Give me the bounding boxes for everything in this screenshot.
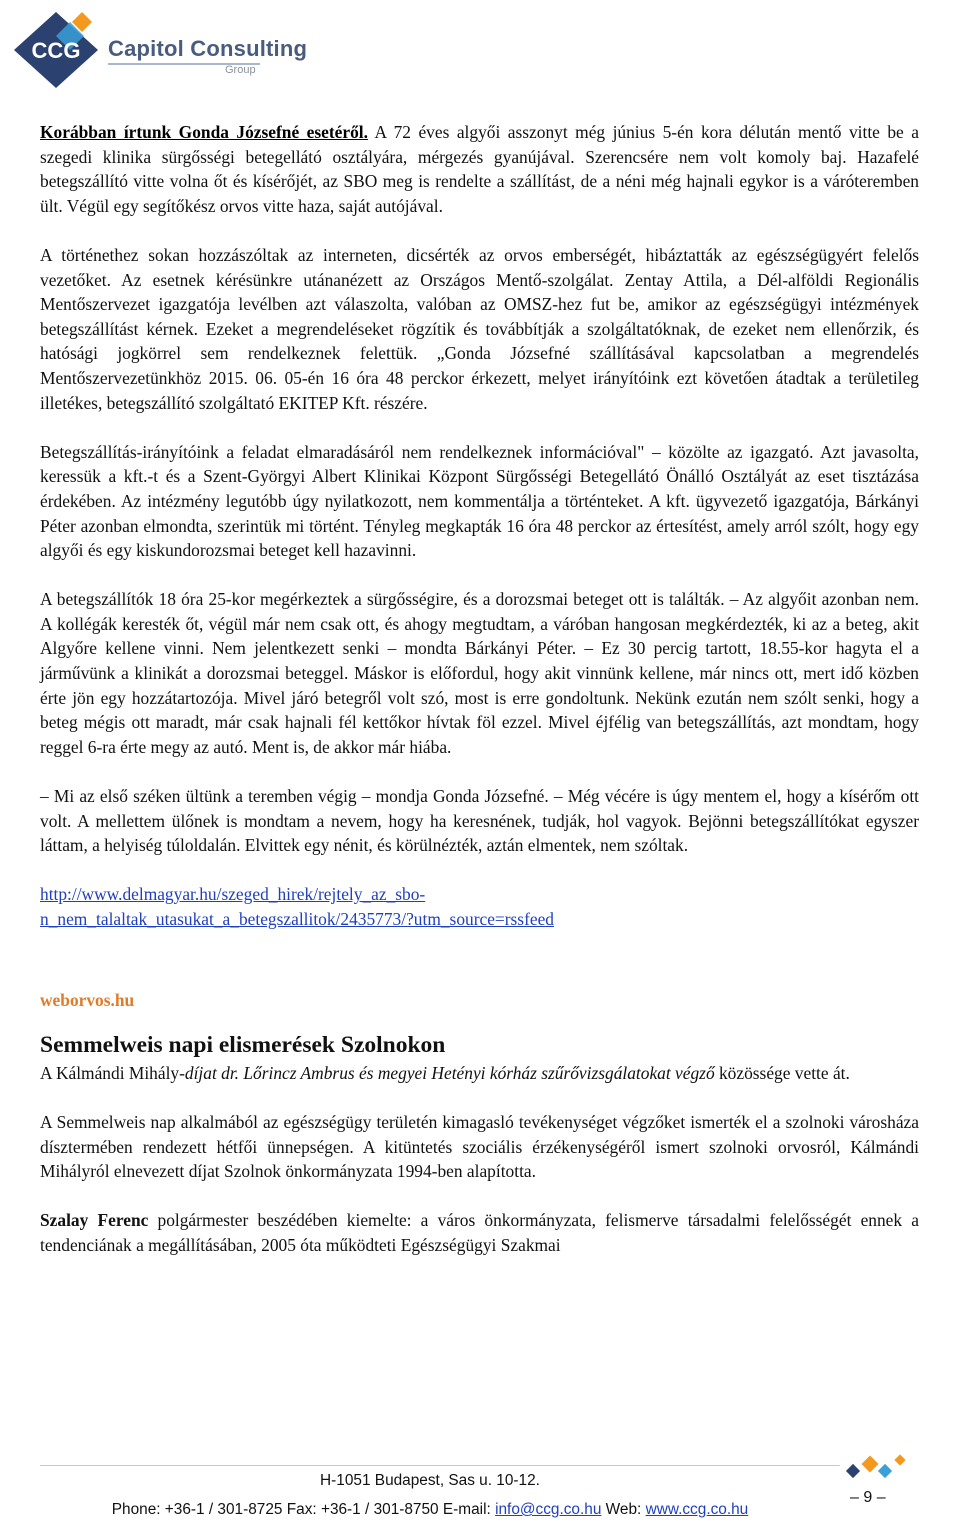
article1-paragraph-5: – Mi az első széken ültünk a teremben végig – mondja Gonda Józsefné. – Még vécére is úgy mentem el, hogy a kísérőm ott volt. A mellettem ülőnek is mondtam a nevem, hogy ha keresnének, tudják, hol vagyok. Bejönni betegszállítókat egyszer láttam, a helyiség túloldalán. Elvittek egy nénit, és körülnézték, aztán elmentek, nem szóltak. (40, 786, 919, 856)
article2-paragraph-2: Szalay Ferenc polgármester beszédében kiemelte: a város önkormányzata, felismerve társadalmi felelősségét ennek a tendenciának a megállításában, 2005 óta működteti Egészségügyi Szakmai (40, 1210, 919, 1255)
page-number: – 9 – (850, 1489, 886, 1506)
footer-web-link[interactable]: www.ccg.co.hu (645, 1501, 749, 1518)
article1-paragraph-2: A történethez sokan hozzászóltak az interneten, dicsérték az orvos emberségét, hibáztatták az egészségügyért felelős vezetőket. Az esetnek kérésünkre utánanézett az Országos Mentő-szolgálat. Zentay Attila, a Dél-alföldi Regionális Mentőszervezet igazgatója levélben azt válaszolta, valóban az OMSZ-hez fut be, amikor az egészségügyi intézmények betegszállítást kérnek. Ezeket a megrendeléseket rögzítik és továbbítják a szolgáltatóknak, de ezeket nem ellenőrzik, és hatósági jogkörrel sem rendelkeznek felettük. „Gonda Józsefné szállításával kapcsolatban a megrendelés Mentőszervezetünkhöz 2015. 06. 05-én 16 óra 48 perckor érkezett, melyet irányítóink ezt követően átadtak a területileg illetékes, betegszállító szolgáltató EKITEP Kft. részére. (40, 244, 919, 413)
article1-paragraph-4: A betegszállítók 18 óra 25-kor megérkeztek a sürgősségire, és a dorozsmai beteget ott is találták. – Az algyőit azonban nem. A kollégák keresték őt, végül már nem csak ott, és ahogy megtudtam, a váróban hangosan megkérdezték, ki az a beteg, akit Algyőre kellene vinni. Nem jelentkezett senki – mondta Bárkányi Péter. – Ez 30 percig tartott, 18.55-kor hagyta el a járművünk a klinikát a dorozsmai beteggel. Máskor is előfordul, hogy akit vinnünk kellene, már nincs ott, mert idő közben érte jön egy hozzátartozója. Mivel járó betegről volt szó, most is erre gondoltunk. Nekünk ezután nem szólt senki, hogy a beteg mégis ott maradt, már csak hajnali fél kettőkor hívtak föl ezzel. Mivel éjfélig van betegszállítás, azt mondtam, hogy reggel 6-ra érte megy az autó. Ment is, de akkor már hiába. (40, 589, 919, 757)
footer-email-link[interactable]: info@ccg.co.hu (495, 1501, 602, 1518)
footer-address: H-1051 Budapest, Sas u. 10-12. (320, 1472, 540, 1489)
source-label: weborvos.hu (40, 990, 135, 1011)
article2-title: Semmelweis napi elismerések Szolnokon (40, 1031, 446, 1058)
previous-article-link[interactable]: Korábban írtunk Gonda Józsefné esetéről. (40, 122, 368, 142)
article2-paragraph-1: A Semmelweis nap alkalmából az egészségügy területén kimagasló tevékenységet végzőket ismerték el a szolnoki városháza dísztermében rendezett hétfői ünnepségen. A kitüntetés szociális érzékenységéről ismert szolnoki orvosról, Kálmándi Mihályról elnevezett díjat Szolnok önkormányzata 1994-ben alapította. (40, 1111, 919, 1182)
source-url-link-1[interactable]: http://www.delmagyar.hu/szeged_hirek/rejtely_az_sbo- (40, 884, 426, 905)
document-body (40, 120, 919, 1282)
article1-paragraph-1: Korábban írtunk Gonda Józsefné esetéről. A 72 éves algyői asszonyt még június 5-én kora délután mentő vitte be a szegedi klinika sürgősségi betegellátó osztályára, mérgezés gyanújával. Szerencsére nem volt komoly baj. Hazafelé betegszállító vitte volna őt és kísérőjét, az SBO meg is rendelte a szállítást, de a néni még hajnali egykor is a váróteremben ült. Végül egy segítőkész orvos vitte haza, saját autójával. (40, 122, 919, 216)
company-logo (12, 10, 308, 90)
article2-intro: A Kálmándi Mihály-díjat dr. Lőrincz Ambrus és megyei Hetényi kórház szűrővizsgálatokat végző közössége vette át. (40, 1062, 850, 1083)
footer-cubes-icon (840, 1452, 920, 1486)
company-sub: Group (225, 64, 256, 76)
article1-paragraph-3: Betegszállítás-irányítóink a feladat elmaradásáról nem rendelkeznek információval" – közölte az igazgató. Azt javasolta, keressük a kft.-t és a Szent-Györgyi Albert Klinikai Központ Sürgősségi Betegellátó Önálló Osztályát az eset tisztázása érdekében. Az intézmény legutóbb úgy nyilatkozott, nem kommentálja a történteket. A kft. ügyvezető igazgatója, Bárkányi Péter azonban elmondta, szerintük mi történt. Tényleg megkapták 16 óra 48 perckor az értesítést, amely arról szólt, hogy egy algyői és egy kiskundorozsmai beteget kell hazavinni. (40, 441, 919, 561)
footer-divider (40, 1465, 840, 1466)
footer-contact: Phone: +36-1 / 301-8725 Fax: +36-1 / 301-8750 E-mail: info@ccg.co.hu Web: www.ccg.co.hu (111, 1501, 749, 1518)
ccg-logo-mark (12, 10, 104, 90)
source-url-link-2[interactable]: n_nem_talaltak_utasukat_a_betegszallitok/2435773/?utm_source=rssfeed (40, 909, 554, 929)
company-name: Capitol Consulting (108, 36, 308, 61)
source-url (40, 882, 919, 931)
logo-mark-text: CCG (31, 38, 81, 63)
